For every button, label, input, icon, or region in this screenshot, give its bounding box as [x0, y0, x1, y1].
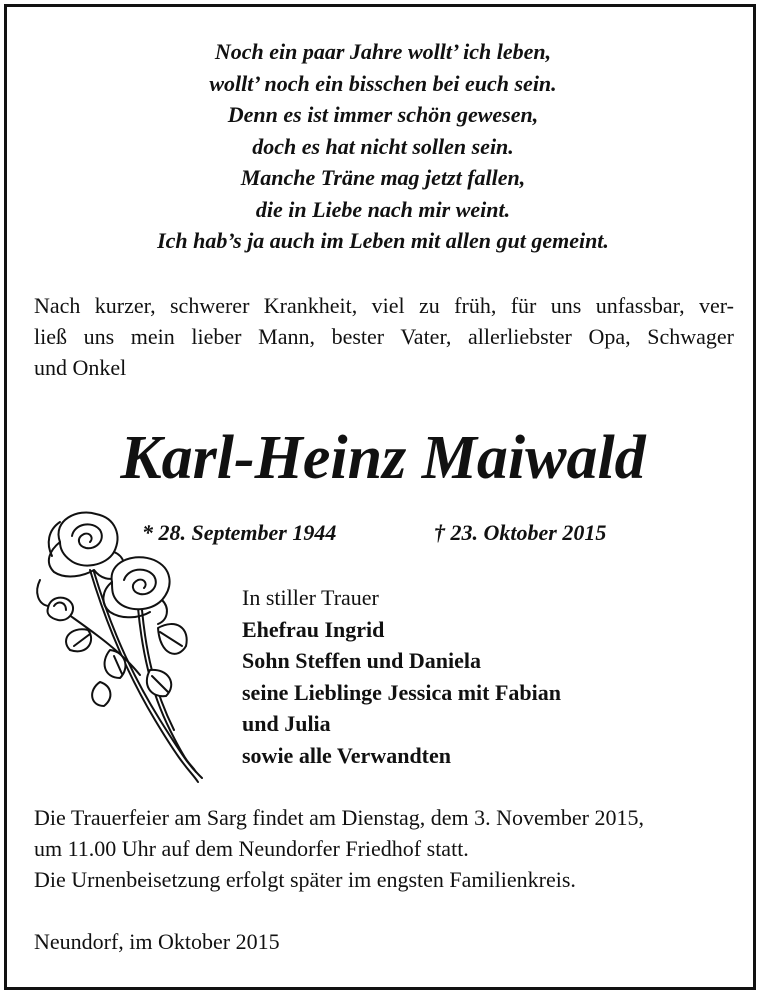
mourner-line: und Julia — [242, 711, 331, 736]
mourner-line: sowie alle Verwandten — [242, 742, 451, 768]
death-date: † 23. Oktober 2015 — [434, 520, 607, 545]
poem-line: doch es hat nicht sollen sein. — [252, 133, 514, 159]
mourner-line: Ehefrau Ingrid — [242, 616, 385, 642]
place-date: Neundorf, im Oktober 2015 — [34, 929, 280, 954]
mourner-line: Sohn Steffen und Daniela — [242, 648, 482, 673]
deceased-name: Karl-Heinz Maiwald — [120, 424, 646, 492]
poem-line: Manche Träne mag jetzt fallen, — [240, 165, 526, 190]
poem-line: Noch ein paar Jahre wollt’ ich leben, — [214, 39, 552, 64]
poem-line: die in Liebe nach mir weint. — [255, 196, 511, 222]
funeral-info — [34, 802, 724, 895]
intro-line: ließ uns mein lieber Mann, bester Vater, allerliebster Opa, Schwager — [34, 324, 734, 349]
funeral-line: um 11.00 Uhr auf dem Neundorfer Friedhof statt. — [34, 836, 469, 861]
mourner-line: seine Lieblinge Jessica mit Fabian — [242, 679, 561, 705]
intro-text — [34, 290, 734, 383]
mourners-heading: In stiller Trauer — [242, 585, 379, 610]
mourners-block — [242, 582, 561, 771]
poem-line: Denn es ist immer schön gewesen, — [227, 102, 539, 127]
intro-line: und Onkel — [34, 355, 127, 380]
rose-icon — [30, 500, 220, 790]
intro-line: Nach kurzer, schwerer Krankheit, viel zu früh, für uns unfassbar, ver- — [34, 293, 734, 318]
funeral-line: Die Urnenbeisetzung erfolgt später im engsten Familienkreis. — [34, 867, 576, 892]
poem-line: wollt’ noch ein bisschen bei euch sein. — [209, 70, 557, 96]
funeral-line: Die Trauerfeier am Sarg findet am Dienstag, dem 3. November 2015, — [34, 805, 644, 830]
poem — [0, 36, 766, 257]
poem-line: Ich hab’s ja auch im Leben mit allen gut gemeint. — [157, 228, 609, 253]
birth-date: * 28. September 1944 — [142, 520, 337, 545]
